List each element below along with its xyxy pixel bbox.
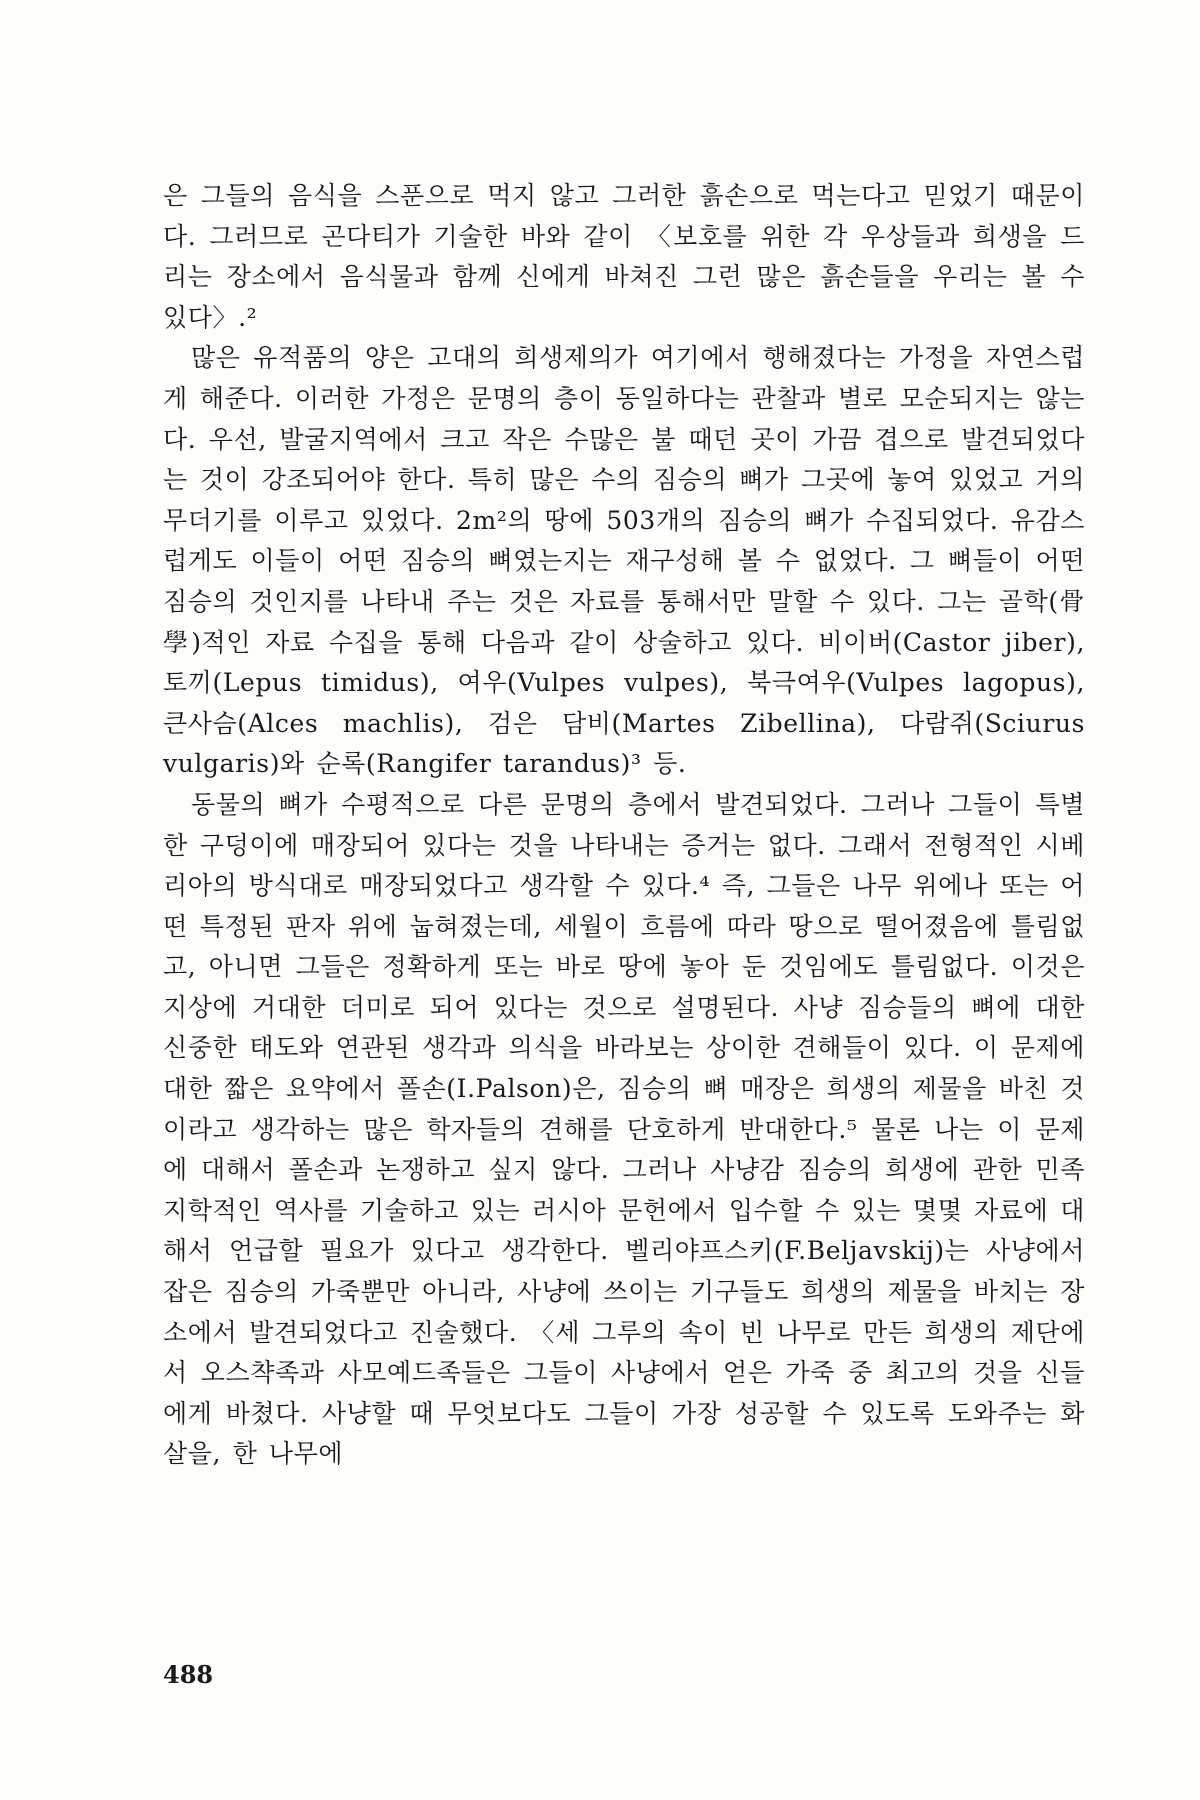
paragraph-1: 은 그들의 음식을 스푼으로 먹지 않고 그러한 흙손으로 먹는다고 믿었기 때문이다. 그러므로 곤다티가 기술한 바와 같이 〈보호를 위한 각 우상들과 희생을 드리는 장소에서 음식물과 함께 신에게 바쳐진 그런 많은 흙손들을 우리는 볼 수 있다〉.² bbox=[163, 181, 1085, 332]
paragraph-3: 동물의 뼈가 수평적으로 다른 문명의 층에서 발견되었다. 그러나 그들이 특별한 구덩이에 매장되어 있다는 것을 나타내는 증거는 없다. 그래서 전형적인 시베리아의 방식대로 매장되었다고 생각할 수 있다.⁴ 즉, 그들은 나무 위에나 또는 어떤 특정된 판자 위에 눕혀졌는데, 세월이 흐름에 따라 땅으로 떨어졌음에 틀림없고, 아니면 그들은 정확하게 또는 바로 땅에 놓아 둔 것임에도 틀림없다. 이것은 지상에 거대한 더미로 되어 있다는 것으로 설명된다. 사냥 짐승들의 뼈에 대한 신중한 태도와 연관된 생각과 의식을 바라보는 상이한 견해들이 있다. 이 문제에 대한 짧은 요약에서 폴손(I.Palson)은, 짐승의 뼈 매장은 희생의 제물을 바친 것이라고 생각하는 많은 학자들의 견해를 단호하게 반대한다.⁵ 물론 나는 이 문제에 대해서 폴손과 논쟁하고 싶지 않다. 그러나 사냥감 짐승의 희생에 관한 민족지학적인 역사를 기술하고 있는 러시아 문헌에서 입수할 수 있는 몇몇 자료에 대해서 언급할 필요가 있다고 생각한다. 벨리야프스키(F.Beljavskij)는 사냥에서 잡은 짐승의 가죽뿐만 아니라, 사냥에 쓰이는 기구들도 희생의 제물을 바치는 장소에서 발견되었다고 진술했다. 〈세 그루의 속이 빈 나무로 만든 희생의 제단에서 오스챡족과 사모예드족들은 그들이 사냥에서 얻은 가죽 중 최고의 것을 신들에게 바쳤다. 사냥할 때 무엇보다도 그들이 가장 성공할 수 있도록 도와주는 화살을, 한 나무에 bbox=[163, 789, 1085, 1469]
body-text bbox=[163, 176, 1085, 1475]
paragraph-2: 많은 유적품의 양은 고대의 희생제의가 여기에서 행해졌다는 가정을 자연스럽게 해준다. 이러한 가정은 문명의 층이 동일하다는 관찰과 별로 모순되지는 않는다. 우선, 발굴지역에서 크고 작은 수많은 불 때던 곳이 가끔 겹으로 발견되었다는 것이 강조되어야 한다. 특히 많은 수의 짐승의 뼈가 그곳에 놓여 있었고 거의 무더기를 이루고 있었다. 2m²의 땅에 503개의 짐승의 뼈가 수집되었다. 유감스럽게도 이들이 어떤 짐승의 뼈였는지는 재구성해 볼 수 없었다. 그 뼈들이 어떤 짐승의 것인지를 나타내 주는 것은 자료를 통해서만 말할 수 있다. 그는 골학(骨學)적인 자료 수집을 통해 다음과 같이 상술하고 있다. 비이버(Castor jiber), 토끼(Lepus timidus), 여우(Vulpes vulpes), 북극여우(Vulpes lagopus), 큰사슴(Alces machlis), 검은 담비(Martes Zibellina), 다람쥐(Sciurus vulgaris)와 순록(Rangifer tarandus)³ 등. bbox=[163, 343, 1085, 779]
page-number: 488 bbox=[163, 1660, 214, 1689]
